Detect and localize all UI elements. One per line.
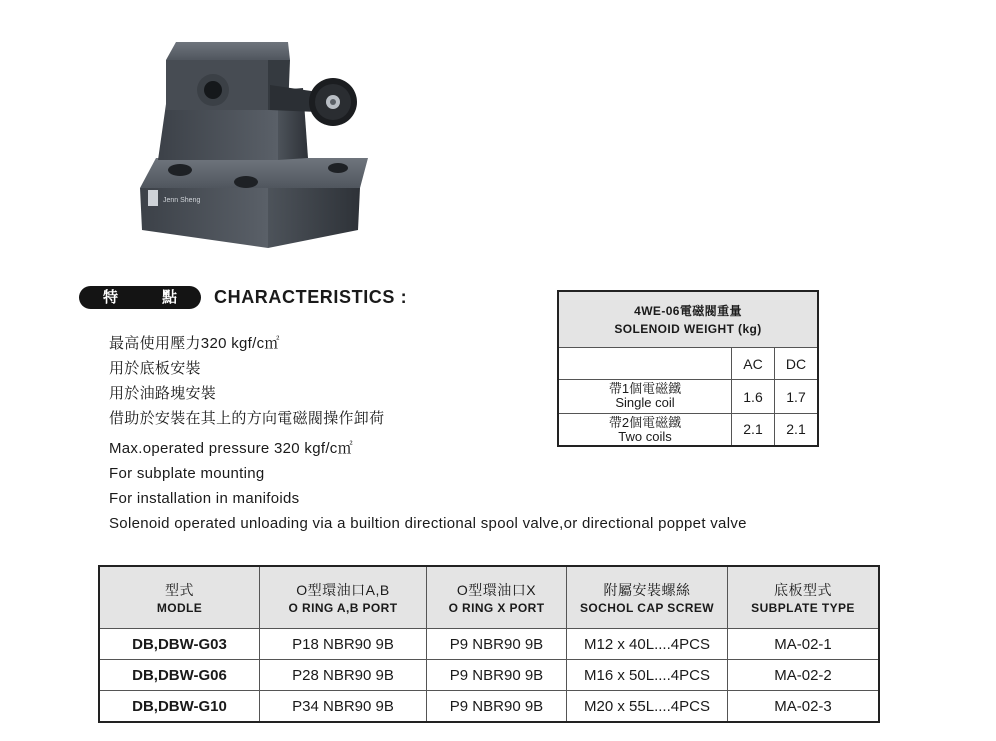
ab-port-cell: P28 NBR90 9B	[260, 660, 427, 691]
header-en: MODLE	[156, 601, 203, 615]
svg-text:Jenn Sheng: Jenn Sheng	[163, 197, 201, 204]
model-cell: DB,DBW-G06	[100, 660, 260, 691]
weight-row-label-en: Single coil	[615, 395, 675, 410]
subplate-cell: MA-02-1	[728, 629, 878, 660]
feature-en-4: Solenoid operated unloading via a builtion directional spool valve,or directional poppet valve	[109, 515, 747, 532]
weight-row-label-en: Two coils	[618, 429, 672, 444]
feature-zh-3: 用於油路塊安裝	[109, 385, 217, 402]
subplate-cell: MA-02-2	[728, 660, 878, 691]
weight-value-ac: 1.6	[732, 380, 775, 414]
header-zh: 型式	[165, 582, 194, 598]
weight-row-label-zh: 帶2個電磁鐵	[608, 415, 682, 430]
ab-port-cell: P34 NBR90 9B	[260, 691, 427, 721]
feature-zh-4: 借助於安裝在其上的方向電磁閥操作卸荷	[109, 410, 385, 427]
table-header-cell	[260, 567, 427, 629]
cap-screw-cell: M12 x 40L....4PCS	[567, 629, 728, 660]
solenoid-weight-title-zh: 4WE-06電磁閥重量	[634, 304, 742, 318]
badge-char-right: 點	[161, 289, 177, 306]
weight-col-ac: AC	[732, 348, 775, 380]
solenoid-weight-table	[557, 290, 819, 447]
pressure-relief-valve-image	[128, 30, 378, 255]
weight-row-label	[559, 380, 732, 414]
header-en: O RING A,B PORT	[288, 601, 398, 615]
solenoid-weight-header	[559, 292, 817, 348]
weight-row-label	[559, 414, 732, 445]
characteristics-badge	[79, 286, 201, 309]
characteristics-title: CHARACTERISTICS :	[214, 287, 408, 307]
model-cell: DB,DBW-G03	[100, 629, 260, 660]
feature-zh-1: 最高使用壓力320 kgf/c㎡	[109, 335, 280, 352]
ab-port-cell: P18 NBR90 9B	[260, 629, 427, 660]
weight-corner-cell	[559, 348, 732, 380]
badge-char-left: 特	[103, 289, 119, 306]
cap-screw-cell: M16 x 50L....4PCS	[567, 660, 728, 691]
cap-screw-cell: M20 x 55L....4PCS	[567, 691, 728, 721]
header-en: SOCHOL CAP SCREW	[580, 601, 714, 615]
feature-en-2: For subplate mounting	[109, 465, 265, 482]
weight-value-dc: 2.1	[786, 421, 806, 437]
weight-row-label-zh: 帶1個電磁鐵	[608, 381, 682, 396]
header-zh: 附屬安裝螺絲	[603, 582, 691, 598]
feature-en-3: For installation in manifoids	[109, 490, 300, 507]
subplate-cell: MA-02-3	[774, 698, 832, 715]
model-cell: DB,DBW-G10	[100, 691, 260, 721]
model-spec-table	[98, 565, 880, 723]
table-header-cell	[728, 567, 878, 629]
x-port-cell: P9 NBR90 9B	[427, 660, 567, 691]
header-zh: O型環油口A,B	[296, 582, 390, 598]
header-zh: O型環油口X	[456, 582, 537, 598]
feature-en-1: Max.operated pressure 320 kgf/c㎡	[109, 440, 353, 457]
table-header-cell	[567, 567, 728, 629]
header-en: SUBPLATE TYPE	[751, 601, 855, 615]
weight-col-dc: DC	[775, 348, 817, 380]
table-header-cell	[427, 567, 567, 629]
x-port-cell: P9 NBR90 9B	[427, 629, 567, 660]
feature-zh-2: 用於底板安裝	[109, 360, 201, 377]
header-en: O RING X PORT	[448, 601, 545, 615]
header-zh: 底板型式	[774, 582, 832, 598]
x-port-cell: P9 NBR90 9B	[427, 691, 567, 721]
table-header-cell	[100, 567, 260, 629]
solenoid-weight-title-en: SOLENOID WEIGHT (kg)	[614, 322, 762, 336]
weight-value-ac: 2.1	[732, 414, 775, 445]
weight-value-dc: 1.7	[775, 380, 817, 414]
